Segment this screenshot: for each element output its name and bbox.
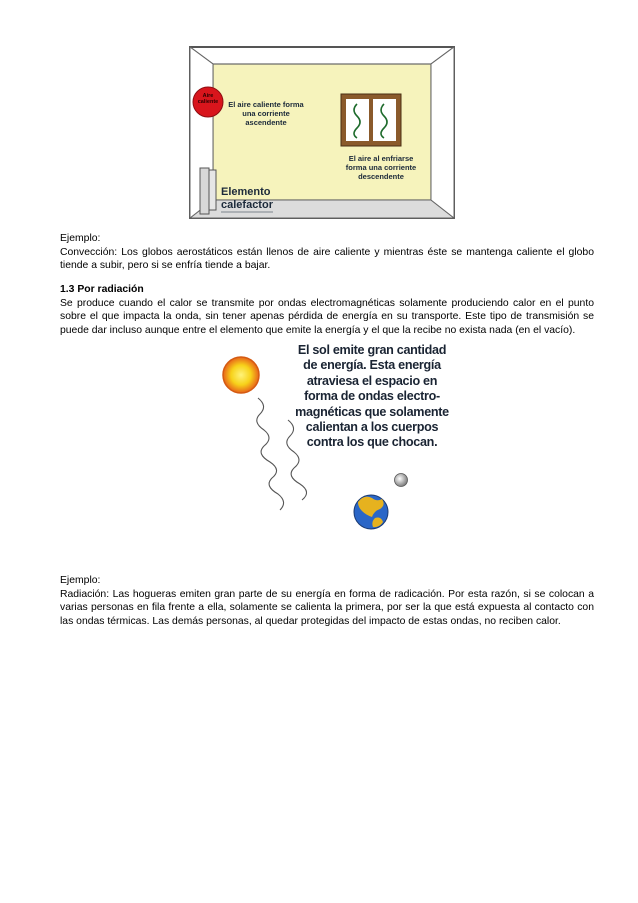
convection-figure [189, 46, 455, 219]
balloon-label: Aire caliente [197, 93, 219, 105]
section-radiation [60, 283, 594, 338]
earth-icon [354, 495, 388, 529]
example-convection [60, 232, 594, 273]
example-radiation [60, 574, 594, 629]
cold-air-label: El aire al enfriarse forma una corriente descendente [345, 154, 417, 181]
radiation-caption: El sol emite gran cantidad de energía. Esta energía atraviesa el espacio en forma de ondas electro-magnéticas que solamente calientan a los cuerpos contra los que chocan. [295, 343, 449, 450]
example-body: Radiación: Las hogueras emiten gran parte de su energía en forma de radicación. Por esta razón, si se colocan a varias personas en fila frente a ella, solamente se calienta la primera, por ser la que está expuesta al contacto con las ondas térmicas. Las demás personas, al quedar protegidas del impacto de estas ondas, no reciben calor. [60, 588, 594, 628]
section-heading: 1.3 Por radiación [60, 284, 144, 295]
sun-icon [223, 357, 259, 393]
example-body: Convección: Los globos aerostáticos están llenos de aire caliente y mientras éste se mantenga caliente el globo tiende a subir, pero si se enfría tiende a bajar. [60, 246, 594, 272]
hot-air-label: El aire caliente forma una corriente ascendente [228, 100, 304, 127]
heater-label: Elemento calefactor [221, 186, 273, 211]
moon-icon [395, 474, 408, 487]
example-title: Ejemplo: [60, 233, 101, 244]
window-icon [341, 94, 401, 146]
example-title: Ejemplo: [60, 575, 101, 586]
radiation-figure [218, 340, 454, 535]
heater-element [200, 168, 216, 214]
section-body: Se produce cuando el calor se transmite por ondas electromagnéticas solamente produciendo calor en el punto sobre el que impacta la onda, sin tener apenas pérdida de energía en su transporte. Este tipo de transmisión se puede dar incluso aunque entre el elemento que emite la energía y el que la recibe no exista nada (en el vacío). [60, 297, 594, 337]
radiation-wave [257, 398, 284, 510]
